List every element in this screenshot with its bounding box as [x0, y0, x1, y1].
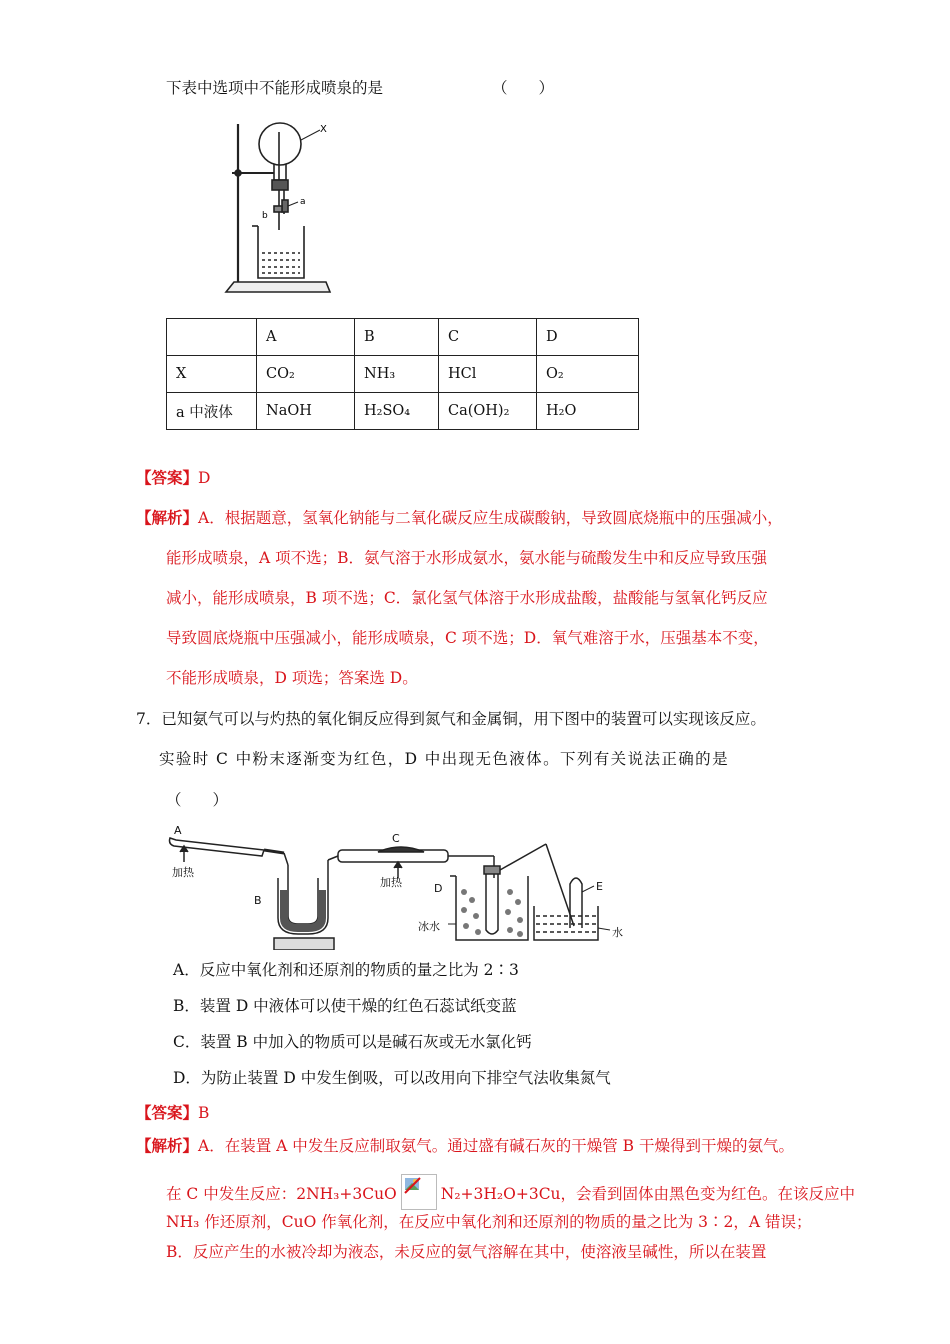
label-D: D	[434, 882, 443, 895]
q6-answer-paren: （ ）	[492, 79, 555, 97]
q6-answer	[136, 468, 210, 488]
label-E: E	[596, 880, 603, 893]
q7-analysis-line-2	[166, 1174, 855, 1210]
equation-left: 在 C 中发生反应：2NH₃+3CuO	[166, 1185, 397, 1203]
q7-analysis-line-4: B．反应产生的水被冷却为液态，未反应的氨气溶解在其中，使溶液呈碱性，所以在装置	[166, 1243, 767, 1261]
q7-stem-line-2: 实验时 C 中粉末逐渐变为红色，D 中出现无色液体。下列有关说法正确的是	[159, 750, 729, 768]
label-C: C	[392, 832, 400, 845]
table-cell: a 中液体	[167, 393, 257, 430]
table-cell: HCl	[439, 356, 537, 393]
tube-label-b: b	[262, 211, 268, 221]
table-cell: C	[439, 319, 537, 356]
q7-analysis-line-1	[136, 1136, 794, 1156]
label-ice-water: 冰水	[418, 920, 440, 933]
table-cell: D	[537, 319, 639, 356]
q7-option-b: B．装置 D 中液体可以使干燥的红色石蕊试纸变蓝	[173, 997, 517, 1015]
table-cell: H₂SO₄	[355, 393, 439, 430]
table-cell	[167, 319, 257, 356]
table-cell: B	[355, 319, 439, 356]
q7-stem-line-1: 7．已知氨气可以与灼热的氧化铜反应得到氮气和金属铜，用下图中的装置可以实现该反应。	[136, 710, 766, 728]
table-cell: CO₂	[257, 356, 355, 393]
table-cell: Ca(OH)₂	[439, 393, 537, 430]
broken-image-icon	[401, 1174, 437, 1210]
q7-option-a: A．反应中氧化剂和还原剂的物质的量之比为 2∶3	[173, 961, 519, 979]
label-heat-1: 加热	[172, 866, 194, 879]
analysis-tag: 【解析】	[136, 1136, 199, 1155]
table-row	[167, 319, 639, 356]
q6-options-table	[166, 318, 639, 430]
table-row	[167, 393, 639, 430]
fountain-apparatus-figure	[222, 118, 332, 298]
table-cell: H₂O	[537, 393, 639, 430]
analysis-text: A．在装置 A 中发生反应制取氨气。通过盛有碱石灰的干燥管 B 干燥得到干燥的氨气。	[198, 1137, 795, 1155]
answer-tag: 【答案】	[136, 468, 199, 487]
table-row	[167, 356, 639, 393]
equation-right: N₂+3H₂O+3Cu，会看到固体由黑色变为红色。在该反应中	[440, 1185, 856, 1203]
dropper-label-a: a	[300, 197, 306, 207]
q6-analysis-line-4: 导致圆底烧瓶中压强减小，能形成喷泉，C 项不选；D．氧气难溶于水，压强基本不变，	[166, 629, 769, 647]
q7-answer-paren: （ ）	[166, 791, 229, 809]
q6-analysis-line-2: 能形成喷泉，A 项不选；B．氨气溶于水形成氨水，氨水能与硫酸发生中和反应导致压强	[166, 549, 768, 567]
label-water: 水	[612, 926, 623, 939]
answer-tag: 【答案】	[136, 1103, 199, 1122]
analysis-tag: 【解析】	[136, 508, 199, 527]
table-cell: A	[257, 319, 355, 356]
q6-analysis-line-1	[136, 508, 783, 528]
label-A: A	[174, 824, 182, 837]
q6-analysis-line-3: 减小，能形成喷泉，B 项不选；C．氯化氢气体溶于水形成盐酸，盐酸能与氢氧化钙反应	[166, 589, 768, 607]
table-cell: X	[167, 356, 257, 393]
answer-value: B	[198, 1104, 210, 1122]
q6-analysis-line-5: 不能形成喷泉，D 项选；答案选 D。	[166, 669, 418, 687]
label-B: B	[254, 894, 262, 907]
q7-analysis-line-3: NH₃ 作还原剂，CuO 作氧化剂，在反应中氧化剂和还原剂的物质的量之比为 3∶2，A 错误；	[166, 1213, 812, 1231]
ammonia-apparatus-figure	[166, 820, 636, 950]
table-cell: O₂	[537, 356, 639, 393]
q7-option-c: C．装置 B 中加入的物质可以是碱石灰或无水氯化钙	[173, 1033, 532, 1051]
analysis-text: A．根据题意，氢氧化钠能与二氧化碳反应生成碳酸钠，导致圆底烧瓶中的压强减小，	[198, 509, 783, 527]
flask-label-x: X	[320, 124, 327, 135]
label-heat-2: 加热	[380, 876, 402, 889]
table-cell: NH₃	[355, 356, 439, 393]
q7-option-d: D．为防止装置 D 中发生倒吸，可以改用向下排空气法收集氮气	[173, 1069, 611, 1087]
q6-stem: 下表中选项中不能形成喷泉的是	[166, 79, 384, 97]
table-cell: NaOH	[257, 393, 355, 430]
answer-value: D	[198, 469, 211, 487]
q7-answer	[136, 1103, 209, 1123]
